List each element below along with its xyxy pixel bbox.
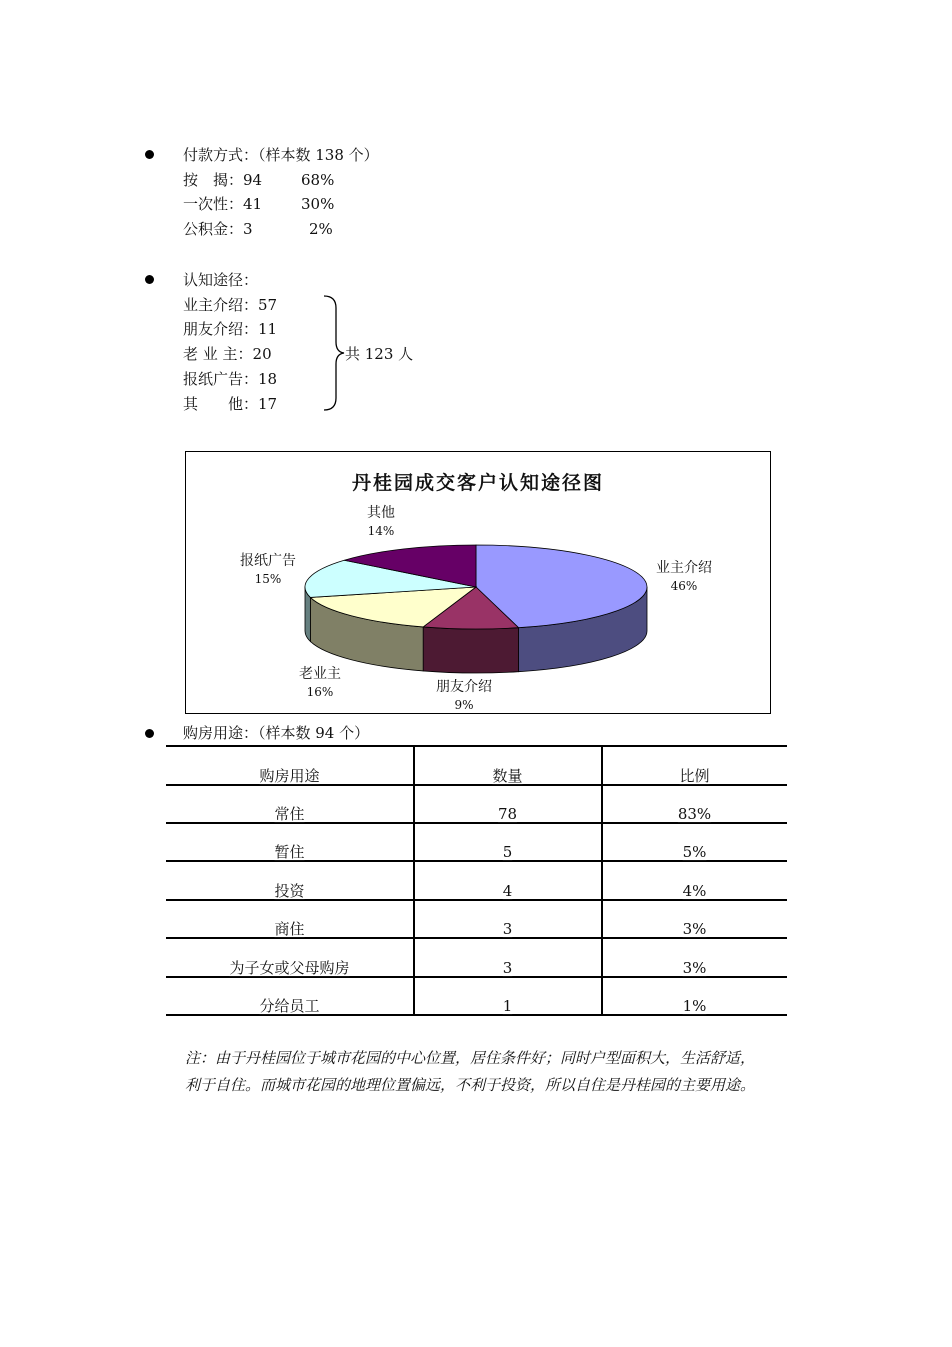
- note-line-1: 注：由于丹桂园位于城市花园的中心位置，居住条件好；同时户型面积大，生活舒适，: [185, 1049, 756, 1067]
- pie-label-pct: 9%: [454, 698, 474, 712]
- table-cell: 暂住: [274, 843, 305, 861]
- awareness-row: 业主介绍：57: [183, 296, 278, 314]
- usage-heading: 购房用途：（样本数 94 个）: [183, 724, 370, 742]
- table-cell: 5: [502, 843, 513, 861]
- pie-label-name: 老业主: [299, 666, 341, 682]
- table-cell: 83%: [677, 805, 712, 823]
- payment-row-label: 一次性：41: [183, 195, 263, 213]
- table-cell: 78: [497, 805, 518, 823]
- table-header-count: 数量: [492, 767, 523, 785]
- table-cell: 常住: [274, 805, 305, 823]
- awareness-row: 报纸广告：18: [183, 370, 278, 388]
- pie-label-pct: 46%: [670, 579, 698, 593]
- table-cell: 1%: [682, 997, 707, 1015]
- payment-row-label: 按 揭：94: [183, 171, 263, 189]
- table-header-usage: 购房用途: [259, 767, 320, 785]
- table-cell: 1: [502, 997, 513, 1015]
- pie-chart-frame: [185, 451, 771, 714]
- pie-label-name: 朋友介绍: [436, 679, 492, 695]
- bullet-usage: [145, 729, 154, 738]
- pie-slice-side-1: [423, 627, 518, 673]
- pie-label-other: [351, 504, 411, 540]
- payment-heading: 付款方式：（样本数 138 个）: [183, 146, 379, 164]
- payment-row-pct: 30%: [301, 195, 335, 213]
- table-cell: 4%: [682, 882, 707, 900]
- chart-title: 丹桂园成交客户认知途径图: [351, 472, 604, 494]
- pie-label-old-owner: [288, 665, 352, 701]
- awareness-row: 其 他：17: [183, 395, 278, 413]
- table-header-ratio: 比例: [679, 767, 710, 785]
- table-cell: 5%: [682, 843, 707, 861]
- payment-row-pct: 2%: [309, 220, 333, 238]
- payment-row: [183, 194, 383, 214]
- table-cell: 3: [502, 959, 513, 977]
- payment-row: [183, 219, 383, 239]
- pie-label-name: 其他: [367, 505, 395, 521]
- table-cell: 4: [502, 882, 513, 900]
- awareness-total: 共 123 人: [345, 345, 414, 363]
- table-cell: 商住: [274, 920, 305, 938]
- pie-label-pct: 15%: [254, 572, 282, 586]
- table-cell: 为子女或父母购房: [229, 959, 350, 977]
- table-cell: 投资: [274, 882, 305, 900]
- pie-label-pct: 14%: [367, 524, 395, 538]
- payment-row-pct: 68%: [301, 171, 335, 189]
- note-line-2: 利于自住。而城市花园的地理位置偏远，不利于投资，所以自住是丹桂园的主要用途。: [185, 1076, 756, 1094]
- payment-row: [183, 170, 383, 190]
- payment-row-label: 公积金：3: [183, 220, 253, 238]
- pie-label-name: 业主介绍: [656, 560, 712, 576]
- awareness-heading: 认知途径：: [183, 271, 259, 289]
- table-cell: 分给员工: [259, 997, 320, 1015]
- table-cell: 3%: [682, 920, 707, 938]
- bullet-awareness: [145, 275, 154, 284]
- pie-label-pct: 16%: [306, 685, 334, 699]
- awareness-row: 老 业 主：20: [183, 345, 272, 363]
- table-rule: [166, 745, 787, 747]
- pie-label-owner-referral: [644, 559, 724, 595]
- table-cell: 3: [502, 920, 513, 938]
- bullet-payment: [145, 150, 154, 159]
- awareness-row: 朋友介绍：11: [183, 320, 278, 338]
- table-cell: 3%: [682, 959, 707, 977]
- pie-label-newspaper: [232, 552, 304, 588]
- pie-label-friend-referral: [424, 678, 504, 714]
- pie-label-name: 报纸广告: [240, 553, 296, 569]
